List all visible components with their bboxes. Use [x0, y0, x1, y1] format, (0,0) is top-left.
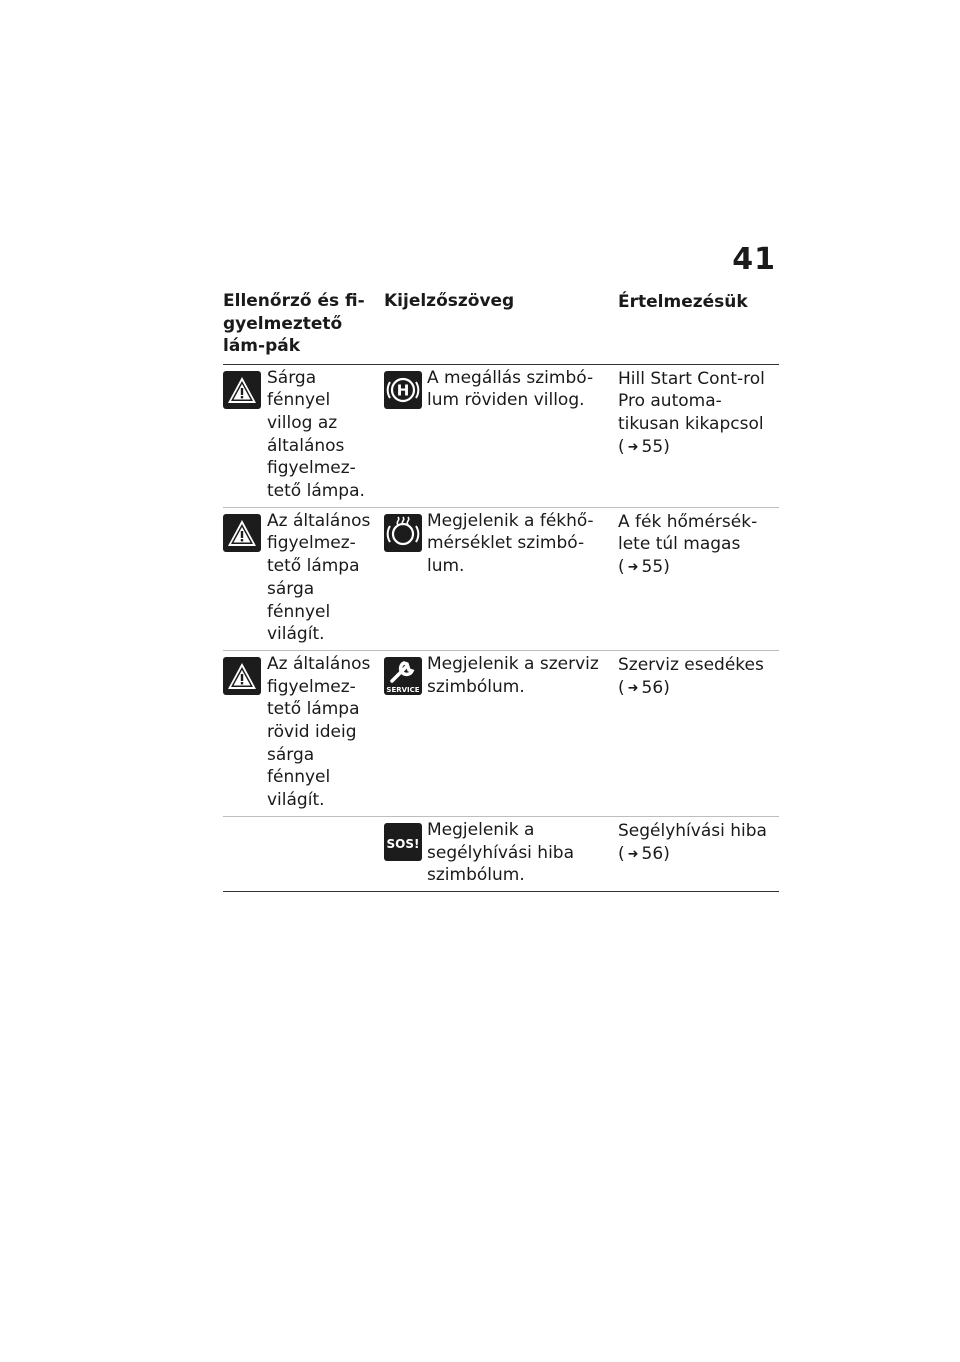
page-reference[interactable]: ( ➜ 56)	[618, 843, 779, 867]
hill-hold-icon	[384, 371, 422, 409]
lamp-cell-empty	[223, 819, 384, 887]
svg-text:SERVICE: SERVICE	[386, 685, 420, 694]
arrow-right-icon: ➜	[627, 560, 639, 576]
display-cell	[384, 367, 618, 503]
brake-temperature-icon	[384, 514, 422, 552]
display-cell	[384, 819, 618, 887]
table-header	[223, 290, 779, 365]
meaning-cell	[618, 367, 779, 503]
meaning-cell	[618, 653, 779, 812]
arrow-right-icon: ➜	[627, 680, 639, 696]
table-row	[223, 508, 779, 651]
lamp-description: Sárga fénnyel villog az általános figyelmez-tető lámpa.	[267, 367, 365, 502]
page-reference[interactable]: ( ➜ 56)	[618, 677, 779, 701]
warning-triangle-icon	[223, 514, 261, 552]
warning-triangle-icon	[223, 657, 261, 695]
display-cell	[384, 510, 618, 646]
page-number: 41	[732, 242, 776, 277]
lamp-cell	[223, 653, 384, 812]
table-row	[223, 365, 779, 508]
display-description: Megjelenik a segélyhívási hiba szimbólum.	[427, 819, 575, 886]
lamp-description: Az általános figyelmez-tető lámpa sárga fénnyel világít.	[267, 510, 371, 645]
display-description: Megjelenik a szerviz szimbólum.	[427, 653, 599, 697]
svg-text:SOS!: SOS!	[386, 836, 420, 851]
display-description: Megjelenik a fékhő-mérséklet szimbó-lum.	[427, 510, 594, 577]
table-row	[223, 651, 779, 817]
page-reference[interactable]: ( ➜ 55)	[618, 436, 779, 460]
lamp-cell	[223, 367, 384, 503]
display-cell	[384, 653, 618, 812]
meaning-text: Szerviz esedékes	[618, 654, 764, 675]
display-description: A megállás szimbó-lum röviden villog.	[427, 367, 594, 411]
header-lamps: Ellenőrző és fi-gyelmeztető lám-pák	[223, 291, 365, 356]
meaning-cell	[618, 819, 779, 887]
warning-triangle-icon	[223, 371, 261, 409]
header-display-text: Kijelzőszöveg	[384, 291, 515, 311]
header-meaning: Értelmezésük	[618, 292, 748, 312]
svg-text:H: H	[396, 381, 410, 399]
page-reference[interactable]: ( ➜ 55)	[618, 556, 779, 580]
indicator-table	[223, 290, 779, 892]
meaning-cell	[618, 510, 779, 646]
meaning-text: Segélyhívási hiba	[618, 820, 767, 841]
lamp-description: Az általános figyelmez-tető lámpa rövid ideig sárga fénnyel világít.	[267, 653, 371, 811]
sos-icon	[384, 823, 422, 861]
lamp-cell	[223, 510, 384, 646]
service-wrench-icon	[384, 657, 422, 695]
meaning-text: A fék hőmérsék-lete túl magas	[618, 511, 758, 555]
arrow-right-icon: ➜	[627, 439, 639, 455]
meaning-text: Hill Start Cont-rol Pro automa-tikusan kikapcsol	[618, 368, 765, 434]
arrow-right-icon: ➜	[627, 846, 639, 862]
table-row	[223, 817, 779, 892]
